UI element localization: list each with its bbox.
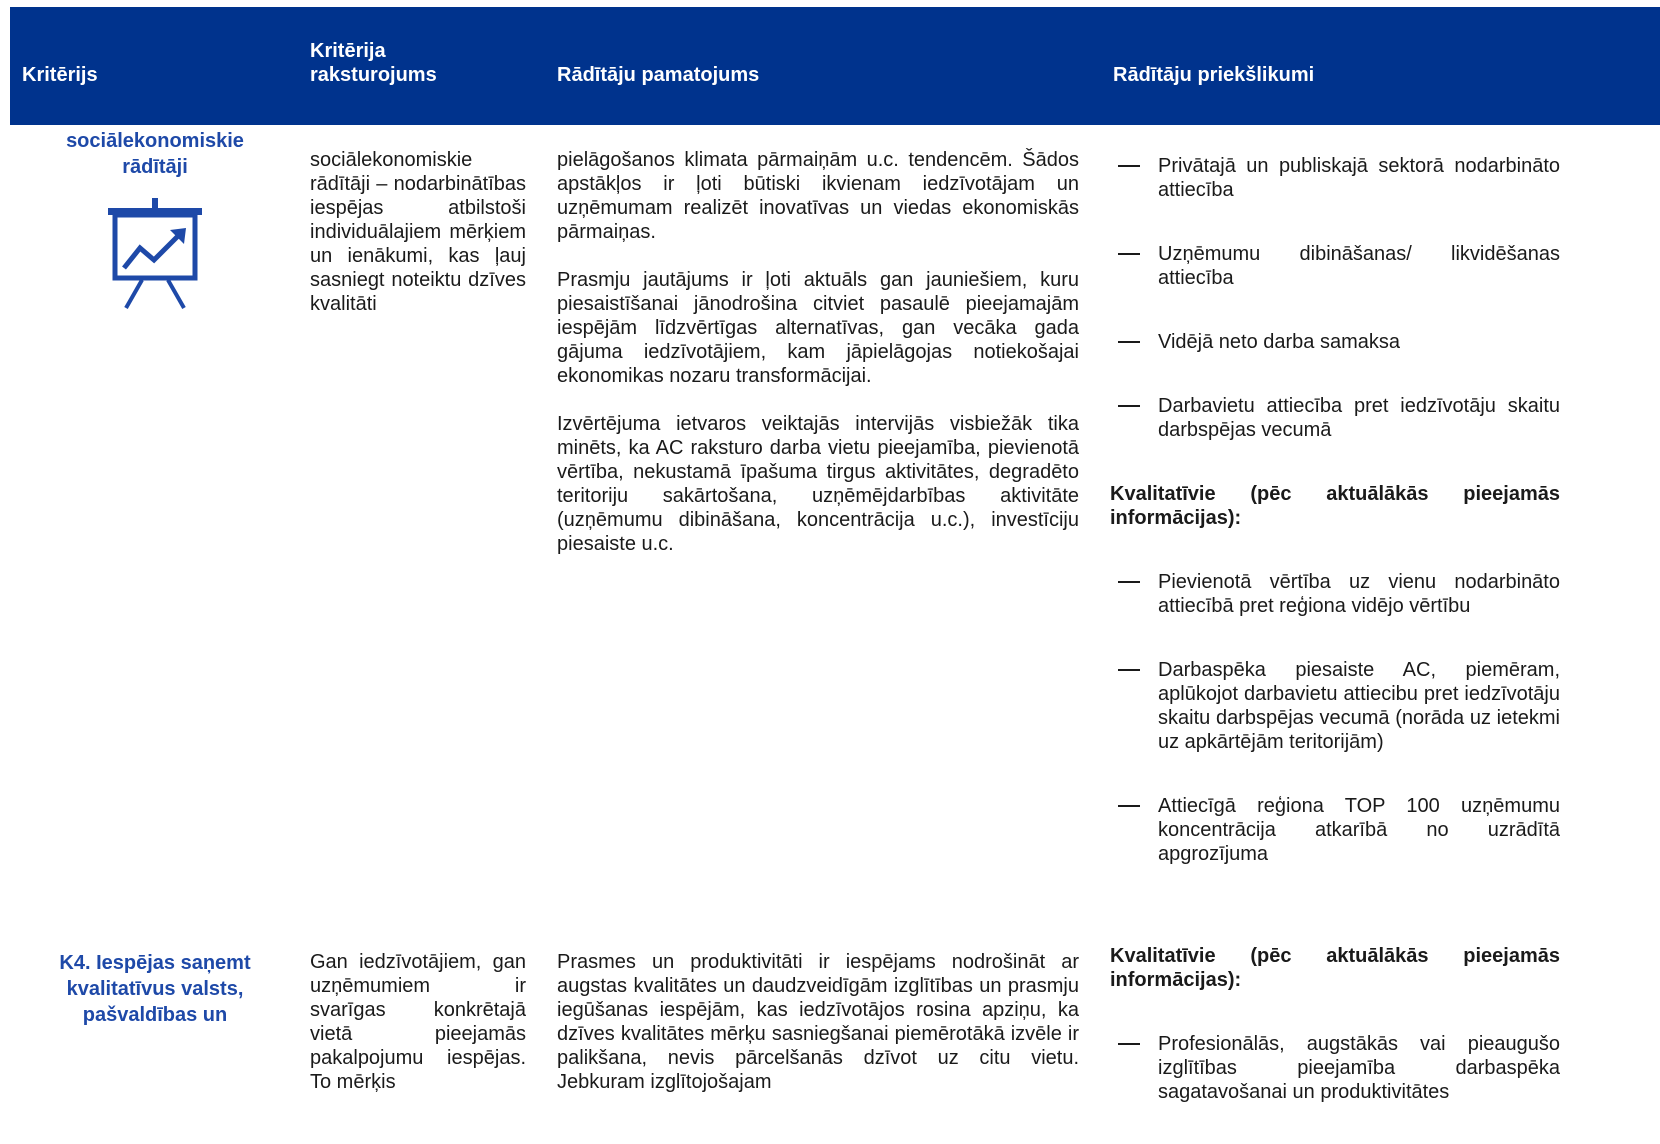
dash-bullet-icon bbox=[1118, 581, 1140, 583]
table-header bbox=[10, 7, 1660, 125]
justification-paragraph: Izvērtējuma ietvaros veiktajās intervijās visbiežāk tika minēts, ka AC raksturo darba vietu pieejamība, pievienotā vērtība, nekustamā īpašuma tirgus aktivitātes, degradēto teritoriju sakārtošana, uzņēmējdarbības aktivitāte (uzņēmumu dibināšana, koncentrācija u.c.), investīciju piesaiste u.c. bbox=[557, 413, 1079, 555]
criterion-title: sociālekonomiskie rādītāji bbox=[66, 130, 244, 178]
proposal-list bbox=[1110, 944, 1560, 1144]
dash-bullet-icon bbox=[1118, 165, 1140, 167]
presentation-chart-icon bbox=[108, 198, 202, 314]
header-criterion: Kritērijs bbox=[22, 64, 98, 86]
qualitative-heading: Kvalitatīvie (pēc aktuālākās pieejamās informācijas): bbox=[1110, 945, 1560, 991]
header-justification: Rādītāju pamatojums bbox=[557, 64, 760, 86]
list-item: Attiecīgā reģiona TOP 100 uzņēmumu koncentrācija atkarībā no uzrādītā apgrozījuma bbox=[1110, 794, 1560, 866]
criterion-description: sociālekonomiskie rādītāji – nodarbinātības iespējas atbilstoši individuālajiem mērķiem un ienākumi, kas ļauj sasniegt noteiktu dzīves kvalitāti bbox=[310, 149, 526, 315]
justification-text: Prasmes un produktivitāti ir iespējams nodrošināt ar augstas kvalitātes un daudzveidīgām izglītības un prasmju iegūšanas iespējām, kas iedzīvotājos rosina apziņu, ka dzīves kvalitātes mērķu sasniegšanai piemērotākā izvēle ir palikšana, nevis pārcelšanās dzīvot uz citu vietu. Jebkuram izglītojošajam bbox=[557, 951, 1079, 1093]
list-item: Vidējā neto darba samaksa bbox=[1110, 330, 1560, 354]
list-item: Profesionālās, augstākās vai pieaugušo izglītības pieejamība darbaspēka sagatavošanai un produktivitātes bbox=[1110, 1032, 1560, 1104]
list-item: Uzņēmumu dibināšanas/ likvidēšanas attiecība bbox=[1110, 242, 1560, 290]
dash-bullet-icon bbox=[1118, 405, 1140, 407]
dash-bullet-icon bbox=[1118, 253, 1140, 255]
dash-bullet-icon bbox=[1118, 669, 1140, 671]
qualitative-heading: Kvalitatīvie (pēc aktuālākās pieejamās informācijas): bbox=[1110, 483, 1560, 529]
header-description: Kritērija raksturojums bbox=[310, 40, 437, 86]
dash-bullet-icon bbox=[1118, 341, 1140, 343]
criterion-title: K4. Iespējas saņemt kvalitatīvus valsts, pašvaldības un bbox=[59, 952, 251, 1026]
justification-paragraph: pielāgošanos klimata pārmaiņām u.c. tendencēm. Šādos apstākļos ir ļoti būtiski ikvienam iedzīvotājam un uzņēmumam realizēt inovatīvas un viedas ekonomiskās pārmaiņas. bbox=[557, 149, 1079, 243]
proposal-list bbox=[1110, 154, 1560, 906]
list-item: Darbaspēka piesaiste AC, piemēram, aplūkojot darbavietu attiecibu pret iedzīvotāju skaitu darbspējas vecumā (norāda uz ietekmi uz apkārtējām teritorijām) bbox=[1110, 658, 1560, 754]
dash-bullet-icon bbox=[1118, 1043, 1140, 1045]
header-proposals: Rādītāju priekšlikumi bbox=[1113, 64, 1315, 86]
list-item: Privātajā un publiskajā sektorā nodarbināto attiecība bbox=[1110, 154, 1560, 202]
dash-bullet-icon bbox=[1118, 805, 1140, 807]
justification-text bbox=[557, 148, 1079, 580]
criterion-description: Gan iedzīvotājiem, gan uzņēmumiem ir svarīgas konkrētajā vietā pieejamās pakalpojumu iespējas. To mērķis bbox=[310, 951, 526, 1093]
justification-paragraph: Prasmju jautājums ir ļoti aktuāls gan jauniešiem, kuru piesaistīšanai jānodrošina citviet pasaulē pieejamajām iespējām līdzvērtīgas alternatīvas, gan vecāka gada gājuma iedzīvotājiem, kam jāpielāgojas notiekošajai ekonomikas nozaru transformācijai. bbox=[557, 269, 1079, 387]
list-item: Darbavietu attiecība pret iedzīvotāju skaitu darbspējas vecumā bbox=[1110, 394, 1560, 442]
list-item: Pievienotā vērtība uz vienu nodarbināto attiecībā pret reģiona vidējo vērtību bbox=[1110, 570, 1560, 618]
